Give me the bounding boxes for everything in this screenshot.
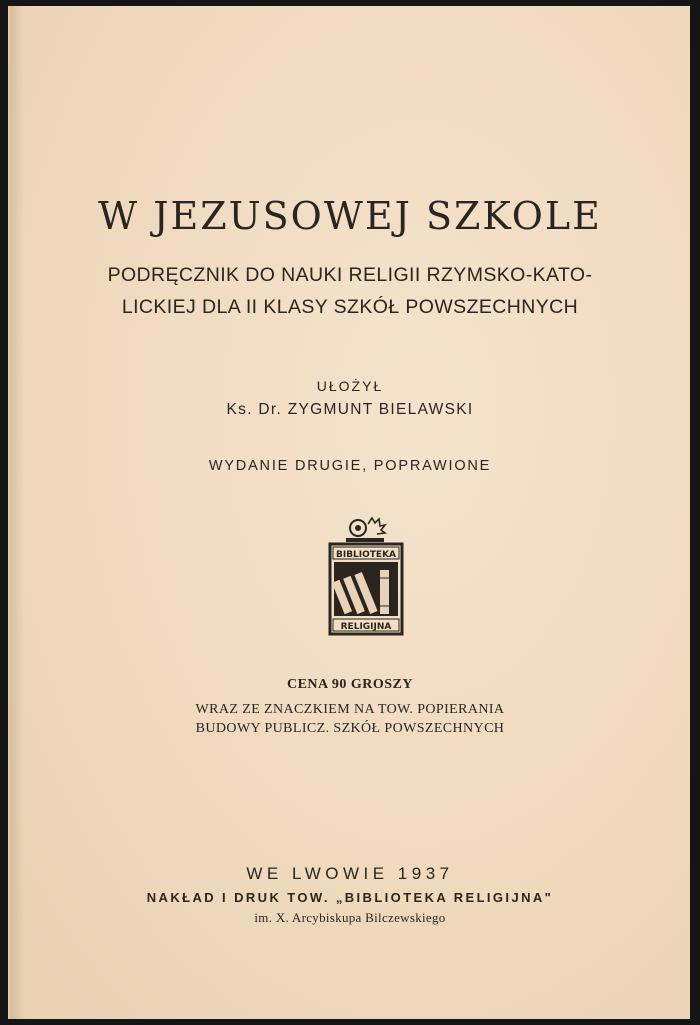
- stamp-note-line-2: BUDOWY PUBLICZ. SZKÓŁ POWSZECHNYCH: [195, 721, 505, 736]
- edition-note: WYDANIE DRUGIE, POPRAWIONE: [208, 458, 492, 474]
- author-label: UŁOŻYŁ: [316, 378, 384, 394]
- subtitle-line-1: PODRĘCZNIK DO NAUKI RELIGII RZYMSKO-KATO-: [107, 264, 593, 286]
- book-title: W JEZUSOWEJ SZKOLE: [98, 194, 602, 238]
- bookshelf-emblem-icon: [328, 514, 404, 636]
- logo-bottom-text: RELIGIJNA: [340, 622, 392, 632]
- patron-line: im. X. Arcybiskupa Bilczewskiego: [254, 910, 446, 925]
- stamp-note-line-1: WRAZ ZE ZNACZKIEM NA TOW. POPIERANIA: [195, 702, 505, 717]
- logo-top-text: BIBLIOTEKA: [335, 550, 397, 560]
- printer-line: NAKŁAD I DRUK TOW. „BIBLIOTEKA RELIGIJNA": [146, 890, 554, 905]
- place-and-year: WE LWOWIE 1937: [246, 864, 454, 883]
- author-name: Ks. Dr. ZYGMUNT BIELAWSKI: [226, 401, 474, 418]
- price-label: CENA 90 GROSZY: [286, 677, 414, 692]
- book-cover: [8, 6, 690, 1019]
- subtitle-line-2: LICKIEJ DLA II KLASY SZKÓŁ POWSZECHNYCH: [121, 296, 579, 318]
